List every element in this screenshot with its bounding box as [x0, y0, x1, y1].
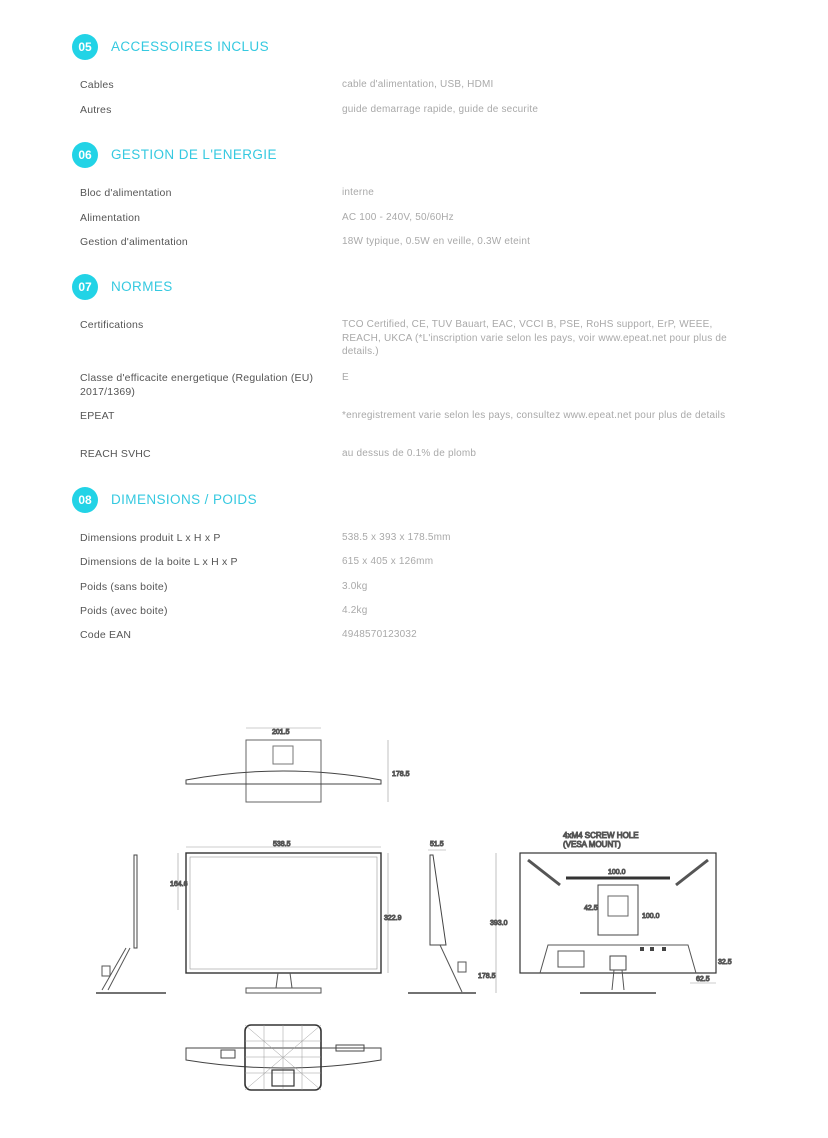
dim-label: 178.5 [478, 973, 496, 980]
spec-label: Alimentation [80, 212, 141, 224]
top-view-drawing [186, 728, 410, 802]
right-side-view-drawing [408, 841, 508, 993]
front-view-drawing [170, 841, 402, 993]
dim-label: 322.9 [384, 915, 402, 922]
spec-value: AC 100 - 240V, 50/60Hz [342, 212, 454, 223]
spec-label: Poids (avec boite) [80, 605, 168, 617]
spec-label: Poids (sans boite) [80, 581, 168, 593]
section-number-badge: 06 [72, 142, 98, 168]
section-header [72, 34, 772, 60]
dim-label: 164.6 [170, 881, 188, 888]
section-title: ACCESSOIRES INCLUS [111, 39, 269, 54]
spec-value: 615 x 405 x 126mm [342, 556, 434, 567]
dim-label: 100.0 [608, 869, 626, 876]
bottom-view-drawing [186, 1025, 381, 1090]
spec-value: guide demarrage rapide, guide de securite [342, 104, 539, 115]
left-side-view-drawing [96, 855, 166, 993]
dim-label: 100.0 [642, 913, 660, 920]
spec-value: 4948570123032 [342, 629, 417, 640]
spec-value: 4.2kg [342, 605, 368, 616]
section-accessories [72, 34, 772, 116]
section-number-badge: 08 [72, 487, 98, 513]
section-title: NORMES [111, 279, 173, 294]
section-header [72, 142, 772, 168]
spec-value: interne [342, 187, 374, 198]
dim-label: 32.5 [718, 959, 732, 966]
dim-label: 42.5 [584, 905, 598, 912]
section-header [72, 274, 772, 300]
section-energy [72, 142, 772, 248]
dim-label: 51.5 [430, 841, 444, 848]
spec-label: Certifications [80, 319, 144, 331]
dim-label: 538.5 [273, 841, 291, 848]
dim-label: 201.5 [272, 729, 290, 736]
spec-label: Code EAN [80, 629, 132, 641]
section-header [72, 487, 772, 513]
spec-value: au dessus de 0.1% de plomb [342, 448, 477, 459]
dim-label: 178.5 [392, 771, 410, 778]
spec-value: 3.0kg [342, 581, 368, 592]
spec-label: Dimensions produit L x H x P [80, 532, 221, 544]
spec-value: 18W typique, 0.5W en veille, 0.3W eteint [342, 236, 531, 247]
spec-label: EPEAT [80, 410, 115, 422]
section-title: GESTION DE L'ENERGIE [111, 147, 277, 162]
dim-label: 393.0 [490, 920, 508, 927]
section-dimensions [72, 487, 772, 641]
section-standards [72, 274, 772, 460]
spec-label: REACH SVHC [80, 448, 151, 460]
section-number-badge: 05 [72, 34, 98, 60]
spec-label: Dimensions de la boite L x H x P [80, 556, 238, 568]
technical-drawings [0, 700, 828, 1120]
vesa-caption: 4xM4 SCREW HOLE [563, 831, 639, 840]
spec-value: *enregistrement varie selon les pays, consultez www.epeat.net pour plus de details [342, 410, 726, 421]
section-title: DIMENSIONS / POIDS [111, 492, 257, 507]
dim-label: 62.5 [696, 976, 710, 983]
spec-value: TCO Certified, CE, TUV Bauart, EAC, VCCI B, PSE, RoHS support, ErP, WEEE, REACH, UKCA (*L'inscription varie selon les pays, voir www.epeat.net pour plus de details.) [342, 319, 727, 357]
spec-value: 538.5 x 393 x 178.5mm [342, 532, 451, 543]
spec-label: Gestion d'alimentation [80, 236, 188, 248]
spec-value: E [342, 372, 349, 383]
spec-label: Bloc d'alimentation [80, 187, 172, 199]
section-number-badge: 07 [72, 274, 98, 300]
spec-label: Classe d'efficacite energetique (Regulation (EU) 2017/1369) [80, 372, 314, 398]
spec-label: Autres [80, 104, 112, 116]
vesa-caption: (VESA MOUNT) [563, 840, 621, 849]
back-view-drawing [520, 831, 732, 993]
spec-value: cable d'alimentation, USB, HDMI [342, 79, 494, 90]
spec-label: Cables [80, 79, 114, 91]
